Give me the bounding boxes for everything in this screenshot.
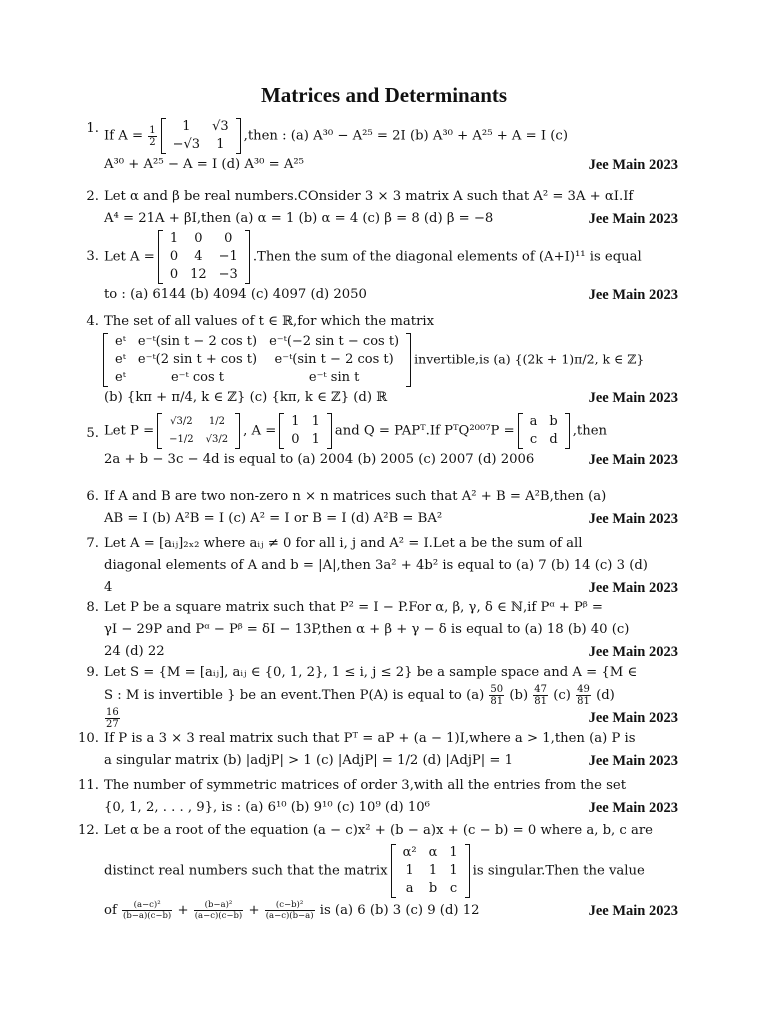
question-number: 3. (86, 249, 99, 264)
exam-tag: Jee Main 2023 (588, 753, 678, 769)
question-2: 2. Let α and β be real numbers.COnsider 3 × 3 matrix A such that A² = 3A + αI.If A⁴ = 21A + βI,then (a) α = 1 (b) α = 4 (c) β = 8 (d) β = −8 Jee Main 2023 (104, 186, 678, 230)
question-3: 3. Let A = 1 0 0 0 4 −1 0 12 −3 .Then the sum of the diagonal elements of (A+I)¹¹ is equal to : (a) 6144 (b) 4094 (c) 4097 (d) 2050 Jee Main 2023 (104, 230, 678, 306)
question-number: 9. (86, 665, 99, 680)
matrix: α² α 1 1 1 1 a b c (391, 844, 470, 898)
question-11: 11. The number of symmetric matrices of order 3,with all the entries from the set {0, 1, 2, . . . , 9}, is : (a) 6¹⁰ (b) 9¹⁰ (c) 10⁹ (d) 10⁶ Jee Main 2023 (104, 775, 678, 819)
fraction: $\frac{49}{81}$ (577, 684, 590, 707)
question-number: 11. (78, 778, 99, 793)
question-12: 12. Let α be a root of the equation (a − c)x² + (b − a)x + (c − b) = 0 where a, b, c are distinct real numbers such that the matrix α² α 1 1 1 1 a b c is singular.Then the value of $\frac{\text{(a−c)²}}{(b-a)(c-b)}$ + $\frac{\text{(b−a)²}}{(a-c)(c-b)}$ + $\frac{\text{(c−b)²}}{(a-c)(b-a)}$ is (a) 6 (b) 3 (c) 9 (d) 12 Jee Main 2023 (104, 820, 678, 922)
question-4: 4. The set of all values of t ∈ ℝ,for which the matrix eᵗ e⁻ᵗ(sin t − 2 cos t) e⁻ᵗ(−2 sin t − cos t) eᵗ e⁻ᵗ(2 sin t + cos t) e⁻ᵗ(sin t − 2 cos t) eᵗ e⁻ᵗ cos t e⁻ᵗ sin t invertible,is (a) {(2k + 1)π/2, k ∈ ℤ} (b) {kπ + π/4, k ∈ ℤ} (c) {kπ, k ∈ ℤ} (d) ℝ Jee Main 2023 (104, 311, 678, 409)
fraction: $\frac{50}{81}$ (490, 684, 504, 707)
matrix-p: √3/2 1/2 −1/2 √3/2 (157, 413, 240, 449)
fraction: $\frac{\text{(b−a)²}}{(a-c)(c-b)}$ (194, 900, 243, 921)
exam-tag: Jee Main 2023 (588, 710, 678, 726)
question-10: 10. If P is a 3 × 3 real matrix such that Pᵀ = aP + (a − 1)I,where a > 1,then (a) P is a singular matrix (b) |adjP| > 1 (c) |AdjP| = 1/2 (d) |AdjP| = 1 Jee Main 2023 (104, 728, 678, 772)
matrix-a: 1 1 0 1 (279, 413, 332, 449)
fraction: $\frac{1}{2}$ (149, 124, 156, 148)
fraction: $\frac{\text{(a−c)²}}{(b-a)(c-b)}$ (123, 900, 172, 921)
question-1: 1. If A = $\frac{1}{2}$ 1 √3 −√3 1 ,then : (a) A³⁰ − A²⁵ = 2I (b) A³⁰ + A²⁵ + A = I (c) A³⁰ + A²⁵ − A = I (d) A³⁰ = A²⁵ Jee Main 2023 (104, 118, 678, 176)
exam-tag: Jee Main 2023 (588, 903, 678, 919)
question-6: 6. If A and B are two non-zero n × n matrices such that A² + B = A²B,then (a) AB = I (b) A²B = I (c) A² = I or B = I (d) A²B = BA² Jee Main 2023 (104, 486, 678, 530)
question-8: 8. Let P be a square matrix such that P² = I − P.For α, β, γ, δ ∈ ℕ,if Pᵅ + Pᵝ = γI − 29P and Pᵅ − Pᵝ = δI − 13P,then α + β + γ − δ is equal to (a) 18 (b) 40 (c) 24 (d) 22 Jee Main 2023 (104, 597, 678, 663)
exam-tag: Jee Main 2023 (588, 644, 678, 660)
matrix: eᵗ e⁻ᵗ(sin t − 2 cos t) e⁻ᵗ(−2 sin t − cos t) eᵗ e⁻ᵗ(2 sin t + cos t) e⁻ᵗ(sin t − 2 cos t) eᵗ e⁻ᵗ cos t e⁻ᵗ sin t (103, 333, 411, 387)
exam-tag: Jee Main 2023 (588, 452, 678, 468)
question-number: 7. (86, 536, 99, 551)
exam-tag: Jee Main 2023 (588, 390, 678, 406)
fraction: $\frac{47}{81}$ (534, 684, 548, 707)
exam-tag: Jee Main 2023 (588, 211, 678, 227)
question-number: 6. (86, 489, 99, 504)
matrix-a: 1 √3 −√3 1 (161, 118, 241, 154)
question-number: 10. (78, 731, 99, 746)
question-7: 7. Let A = [aᵢⱼ]₂ₓ₂ where aᵢⱼ ≠ 0 for all i, j and A² = I.Let a be the sum of all diagonal elements of A and b = |A|,then 3a² + 4b² is equal to (a) 7 (b) 14 (c) 3 (d) 4 Jee Main 2023 (104, 533, 678, 599)
question-number: 4. (86, 314, 99, 329)
exam-tag: Jee Main 2023 (588, 157, 678, 173)
exam-tag: Jee Main 2023 (588, 580, 678, 596)
exam-tag: Jee Main 2023 (588, 287, 678, 303)
exam-tag: Jee Main 2023 (588, 800, 678, 816)
fraction: $\frac{16}{27}$ (106, 707, 119, 730)
question-number: 8. (86, 600, 99, 615)
matrix-q: a b c d (518, 413, 570, 449)
question-number: 5. (86, 426, 99, 441)
exam-tag: Jee Main 2023 (588, 511, 678, 527)
question-9: 9. Let S = {M = [aᵢⱼ], aᵢⱼ ∈ {0, 1, 2}, 1 ≤ i, j ≤ 2} be a sample space and A = {M ∈ S : M is invertible } be an event.Then P(A) is equal to (a) $\frac{50}{81}$ (b) $\frac{47}{81}$ (c) $\frac{49}{81}$ (d) $\frac{16}{27}$ Jee Main 2023 (104, 662, 678, 730)
fraction: $\frac{\text{(c−b)²}}{(a-c)(b-a)}$ (265, 900, 314, 921)
page-title: Matrices and Determinants (260, 83, 508, 107)
question-number: 1. (86, 121, 99, 136)
matrix-a: 1 0 0 0 4 −1 0 12 −3 (158, 230, 250, 284)
question-number: 2. (86, 189, 99, 204)
question-5: 5. Let P = √3/2 1/2 −1/2 √3/2 , A = 1 1 0 1 and Q = PAPᵀ.If PᵀQ²⁰⁰⁷P = a b c d ,then 2a + b − 3c − 4d is equal to (a) 2004 (b) 2005 (c) 2007 (d) 2006 Jee Main 2023 (104, 413, 678, 471)
question-number: 12. (78, 823, 99, 838)
